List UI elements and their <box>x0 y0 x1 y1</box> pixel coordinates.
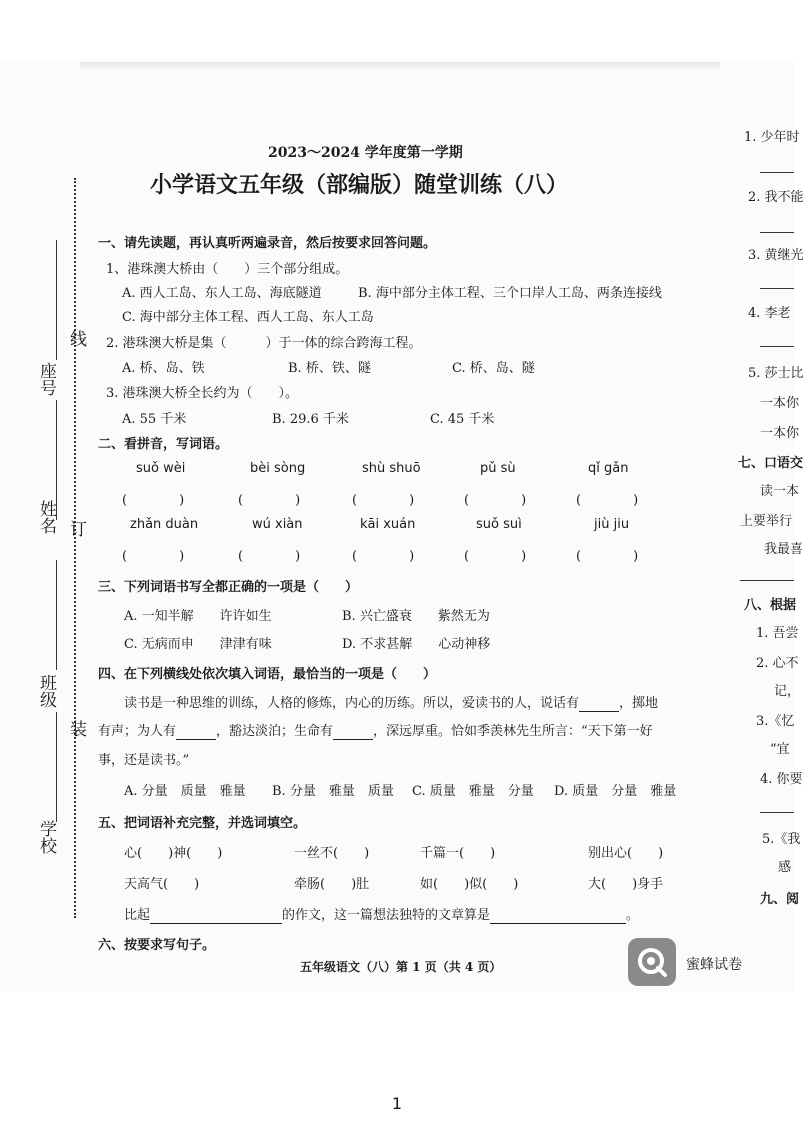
right-s8-1: 1. 吾尝 <box>756 626 799 641</box>
right-answer-line <box>760 288 794 289</box>
answer-blank[interactable]: ( ) <box>576 549 639 564</box>
idiom-blank[interactable]: 一丝不( ) <box>294 846 370 861</box>
answer-blank[interactable]: ( ) <box>352 493 415 508</box>
watermark-logo <box>628 938 676 986</box>
pinyin-10: jiù jiu <box>594 517 630 532</box>
q2-option-b: B. 桥、铁、隧 <box>288 361 371 376</box>
school-label: 学校 <box>36 820 56 854</box>
s4-text: 有声；为人有 <box>98 724 177 739</box>
binding-xian: 线 <box>66 330 86 347</box>
answer-blank[interactable]: ( ) <box>464 493 527 508</box>
class-line <box>56 560 57 670</box>
s5-text: 比起 <box>124 908 151 923</box>
s4-blank-1[interactable] <box>579 696 619 712</box>
section4-heading: 四、在下列横线处依次填入词语，最恰当的一项是（ ） <box>98 667 437 682</box>
s3-option-c: C. 无病而申 津津有味 <box>124 637 272 652</box>
s4-option-d: D. 质量 分量 雅量 <box>554 784 677 799</box>
binding-zhuang: 装 <box>66 720 86 737</box>
exam-title: 小学语文五年级（部编版）随堂训练（八） <box>150 172 569 198</box>
right-answer-line <box>760 172 794 173</box>
s4-text: ，豁达淡泊；生命有 <box>216 724 334 739</box>
class-label: 班级 <box>36 674 56 708</box>
idiom-blank[interactable]: 如( )似( ) <box>420 877 519 892</box>
s4-blank-3[interactable] <box>333 724 373 740</box>
binding-dotted-line <box>74 178 76 918</box>
section6-heading: 六、按要求写句子。 <box>98 938 216 953</box>
s3-option-d: D. 不求甚解 心动神移 <box>342 637 491 652</box>
term-heading: 2023～2024 学年度第一学期 <box>268 145 463 161</box>
pinyin-7: wú xiàn <box>252 517 303 532</box>
section5-heading: 五、把词语补充完整，并选词填空。 <box>98 816 307 831</box>
watermark-text: 蜜蜂试卷 <box>686 957 742 973</box>
right-item-5c: 一本你 <box>760 426 800 441</box>
right-section7: 七、口语交 <box>738 456 804 471</box>
pinyin-8: kāi xuán <box>360 517 416 532</box>
right-section8: 八、根据 <box>744 598 797 613</box>
idiom-blank[interactable]: 天高气( ) <box>124 877 200 892</box>
q2-text: 2. 港珠澳大桥是集（ ）于一体的综合跨海工程。 <box>106 336 422 351</box>
right-item-3: 3. 黄继光 <box>748 248 804 263</box>
bee-logo-icon <box>636 946 668 978</box>
seat-label: 座号 <box>36 362 56 396</box>
answer-blank[interactable]: ( ) <box>464 549 527 564</box>
pinyin-4: pǔ sù <box>480 461 516 476</box>
q1-option-c: C. 海中部分主体工程、西人工岛、东人工岛 <box>122 310 374 325</box>
s3-option-a: A. 一知半解 许许如生 <box>124 609 272 624</box>
section2-heading: 二、看拼音，写词语。 <box>98 437 229 452</box>
idiom-blank[interactable]: 大( )身手 <box>588 877 664 892</box>
answer-blank[interactable]: ( ) <box>122 549 185 564</box>
answer-blank[interactable]: ( ) <box>238 493 301 508</box>
pinyin-3: shù shuō <box>362 461 421 476</box>
q1-option-b: B. 海中部分主体工程、三个口岸人工岛、两条连接线 <box>358 286 662 301</box>
s3-option-b: B. 兴亡盛衰 紫然无为 <box>342 609 490 624</box>
right-item-2: 2. 我不能 <box>748 190 804 205</box>
s4-text: 读书是一种思维的训练，人格的修炼，内心的历练。所以，爱读书的人，说话有 <box>124 696 580 711</box>
right-item-1: 1. 少年时 <box>744 130 800 145</box>
s5-text: 的作文，这一篇想法独特的文章算是 <box>282 908 491 923</box>
right-s7-b: 上要举行 <box>740 514 793 529</box>
binding-ding: 订 <box>66 520 86 537</box>
seat-line <box>56 240 57 360</box>
answer-blank[interactable]: ( ) <box>122 493 185 508</box>
q1-text: 1、港珠澳大桥由（ ）三个部分组成。 <box>106 262 349 277</box>
s4-option-a: A. 分量 质量 雅量 <box>124 784 246 799</box>
pinyin-5: qǐ gǎn <box>588 461 629 476</box>
right-s8-2: 2. 心不 <box>756 656 799 671</box>
right-s8-5b: 感 <box>778 860 792 875</box>
q2-option-a: A. 桥、岛、铁 <box>122 361 205 376</box>
pinyin-2: bèi sòng <box>250 461 306 476</box>
s4-passage-line2 <box>98 720 653 740</box>
section3-heading: 三、下列词语书写全都正确的一项是（ ） <box>98 580 359 595</box>
s4-text: ，深远厚重。恰如季羡林先生所言：“天下第一好 <box>373 724 653 739</box>
page-footer: 五年级语文（八）第 1 页（共 4 页） <box>300 960 502 974</box>
q3-option-a: A. 55 千米 <box>122 412 187 427</box>
s4-option-c: C. 质量 雅量 分量 <box>412 784 534 799</box>
page-number: 1 <box>391 1094 403 1113</box>
s5-text: 。 <box>626 908 640 923</box>
q3-option-c: C. 45 千米 <box>430 412 495 427</box>
right-s8-3b: “宜 <box>770 742 790 757</box>
s5-blank-1[interactable] <box>150 908 282 924</box>
pinyin-1: suǒ wèi <box>136 461 186 476</box>
right-s8-2b: 记， <box>774 684 801 699</box>
right-item-5b: 一本你 <box>760 396 800 411</box>
right-s8-5: 5.《我 <box>762 832 801 847</box>
idiom-blank[interactable]: 别出心( ) <box>588 846 664 861</box>
section1-heading: 一、请先读题，再认真听两遍录音，然后按要求回答问题。 <box>98 236 437 251</box>
right-s7-a: 读一本 <box>760 484 800 499</box>
right-s7-c: 我最喜 <box>764 542 804 557</box>
pinyin-6: zhǎn duàn <box>130 517 199 532</box>
q3-option-b: B. 29.6 千米 <box>272 412 349 427</box>
right-answer-line <box>760 346 794 347</box>
q1-option-a: A. 西人工岛、东人工岛、海底隧道 <box>122 286 322 301</box>
idiom-blank[interactable]: 千篇一( ) <box>420 846 496 861</box>
s4-option-b: B. 分量 雅量 质量 <box>272 784 394 799</box>
answer-blank[interactable]: ( ) <box>352 549 415 564</box>
right-s8-4: 4. 你要 <box>760 772 803 787</box>
pinyin-9: suǒ suì <box>476 517 522 532</box>
idiom-blank[interactable]: 心( )神( ) <box>124 846 223 861</box>
right-item-4: 4. 李老 <box>748 306 791 321</box>
right-s8-3: 3.《忆 <box>756 714 795 729</box>
school-line <box>56 712 57 822</box>
q2-option-c: C. 桥、岛、隧 <box>452 361 535 376</box>
scan-edge-shade <box>80 62 720 70</box>
right-answer-line <box>760 232 794 233</box>
name-label: 姓名 <box>36 500 56 534</box>
idiom-blank[interactable]: 牵肠( )肚 <box>294 877 370 892</box>
q3-text: 3. 港珠澳大桥全长约为（ ）。 <box>106 386 299 401</box>
answer-blank[interactable]: ( ) <box>238 549 301 564</box>
s4-passage-line1 <box>124 692 658 712</box>
s5-sentence <box>124 904 639 924</box>
right-section9: 九、阅 <box>760 892 800 907</box>
right-answer-line <box>740 580 794 581</box>
s4-passage-line3: 事，还是读书。” <box>98 753 190 768</box>
s4-blank-2[interactable] <box>176 724 216 740</box>
right-item-5: 5. 莎士比 <box>748 366 804 381</box>
s4-text: ，掷地 <box>619 696 659 711</box>
s5-blank-2[interactable] <box>490 908 626 924</box>
answer-blank[interactable]: ( ) <box>576 493 639 508</box>
right-answer-line <box>760 812 794 813</box>
